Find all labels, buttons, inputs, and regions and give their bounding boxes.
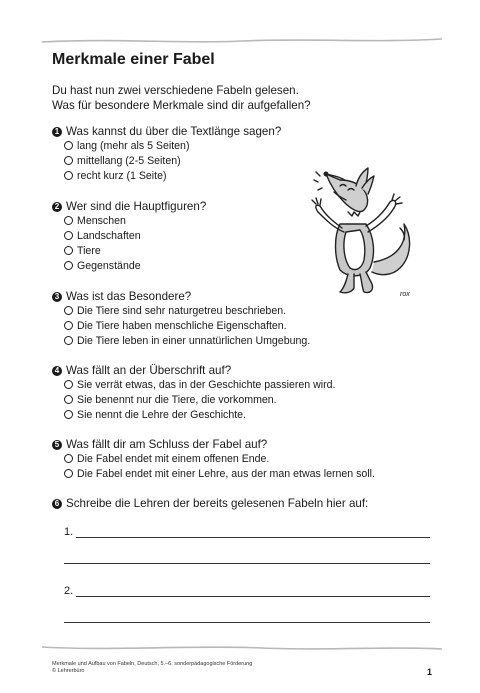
option-item[interactable] — [64, 334, 310, 349]
question-4-text: Was fällt an der Überschrift auf? — [66, 364, 232, 377]
question-1-text: Was kannst du über die Textlänge sagen? — [66, 125, 282, 138]
top-wave-divider — [42, 36, 442, 46]
option-label: Die Tiere haben menschliche Eigenschaften. — [77, 320, 287, 332]
option-label: Menschen — [77, 215, 126, 227]
question-number-1: 1 — [52, 127, 62, 137]
bottom-wave-divider — [42, 643, 442, 653]
option-item[interactable] — [64, 139, 189, 154]
checkbox-circle-icon[interactable] — [64, 246, 73, 255]
checkbox-circle-icon[interactable] — [64, 141, 73, 150]
answer-line-2[interactable] — [64, 585, 430, 599]
option-item[interactable] — [64, 408, 336, 423]
checkbox-circle-icon[interactable] — [64, 216, 73, 225]
option-label: Die Fabel endet mit einem offenen Ende. — [77, 453, 270, 465]
intro-text — [52, 83, 311, 113]
checkbox-circle-icon[interactable] — [64, 171, 73, 180]
option-label: mittellang (2-5 Seiten) — [77, 155, 181, 167]
option-item[interactable] — [64, 169, 189, 184]
checkbox-circle-icon[interactable] — [64, 321, 73, 330]
option-label: recht kurz (1 Seite) — [77, 170, 167, 182]
option-item[interactable] — [64, 319, 310, 334]
option-item[interactable] — [64, 214, 141, 229]
option-item[interactable] — [64, 259, 141, 274]
question-5 — [52, 438, 267, 451]
option-item[interactable] — [64, 154, 189, 169]
answer-line-2b[interactable] — [64, 622, 430, 623]
checkbox-circle-icon[interactable] — [64, 306, 73, 315]
option-label: Die Tiere leben in einer unnatürlichen Umgebung. — [77, 335, 311, 347]
option-item[interactable] — [64, 244, 141, 259]
question-3 — [52, 290, 191, 303]
question-4-options — [64, 378, 336, 423]
question-6 — [52, 497, 368, 510]
option-label: Sie nennt die Lehre der Geschichte. — [77, 409, 247, 421]
option-item[interactable] — [64, 393, 336, 408]
answer-line-2-label: 2. — [64, 585, 74, 597]
question-number-4: 4 — [52, 366, 62, 376]
footer-credits — [52, 661, 252, 675]
question-4 — [52, 364, 231, 377]
checkbox-circle-icon[interactable] — [64, 231, 73, 240]
question-number-6: 6 — [52, 499, 62, 509]
option-item[interactable] — [64, 229, 141, 244]
illustrator-signature: rox — [400, 291, 410, 298]
option-item[interactable] — [64, 467, 375, 482]
checkbox-circle-icon[interactable] — [64, 410, 73, 419]
question-1 — [52, 125, 281, 138]
question-number-2: 2 — [52, 202, 62, 212]
intro-line-2: Was für besondere Merkmale sind dir aufgefallen? — [52, 99, 311, 112]
footer-line-2: © Lehrerbüro — [52, 668, 85, 674]
checkbox-circle-icon[interactable] — [64, 261, 73, 270]
footer-line-1: Merkmale und Aufbau von Fabeln, Deutsch, 5.–6. sonderpädagogische Förderung — [52, 661, 253, 667]
option-label: Sie verrät etwas, das in der Geschichte passieren wird. — [77, 379, 336, 391]
option-label: Die Tiere sind sehr naturgetreu beschrieben. — [77, 305, 287, 317]
checkbox-circle-icon[interactable] — [64, 454, 73, 463]
answer-line-1[interactable] — [64, 526, 430, 540]
answer-rule — [76, 537, 430, 538]
question-3-options — [64, 304, 310, 349]
question-5-text: Was fällt dir am Schluss der Fabel auf? — [66, 438, 268, 451]
question-number-5: 5 — [52, 440, 62, 450]
option-item[interactable] — [64, 304, 310, 319]
answer-rule — [76, 596, 430, 597]
page-number: 1 — [427, 667, 433, 677]
option-label: Gegenstände — [77, 260, 141, 272]
question-number-3: 3 — [52, 292, 62, 302]
option-item[interactable] — [64, 378, 336, 393]
answer-line-1-label: 1. — [64, 526, 74, 538]
checkbox-circle-icon[interactable] — [64, 380, 73, 389]
checkbox-circle-icon[interactable] — [64, 336, 73, 345]
intro-line-1: Du hast nun zwei verschiedene Fabeln gelesen. — [52, 84, 299, 97]
question-1-options — [64, 139, 189, 184]
option-item[interactable] — [64, 452, 375, 467]
page-title: Merkmale einer Fabel — [52, 51, 215, 68]
question-5-options — [64, 452, 375, 482]
question-6-text: Schreibe die Lehren der bereits gelesenen Fabeln hier auf: — [66, 497, 369, 510]
checkbox-circle-icon[interactable] — [64, 156, 73, 165]
fox-illustration — [304, 166, 416, 301]
option-label: Tiere — [77, 245, 101, 257]
answer-line-1b[interactable] — [64, 563, 430, 564]
option-label: Sie benennt nur die Tiere, die vorkommen. — [77, 394, 277, 406]
question-3-text: Was ist das Besondere? — [66, 290, 192, 303]
question-2 — [52, 200, 206, 213]
option-label: lang (mehr als 5 Seiten) — [77, 140, 190, 152]
question-2-options — [64, 214, 141, 274]
option-label: Landschaften — [77, 230, 141, 242]
checkbox-circle-icon[interactable] — [64, 395, 73, 404]
question-2-text: Wer sind die Hauptfiguren? — [66, 200, 207, 213]
option-label: Die Fabel endet mit einer Lehre, aus der man etwas lernen soll. — [77, 468, 375, 480]
checkbox-circle-icon[interactable] — [64, 469, 73, 478]
